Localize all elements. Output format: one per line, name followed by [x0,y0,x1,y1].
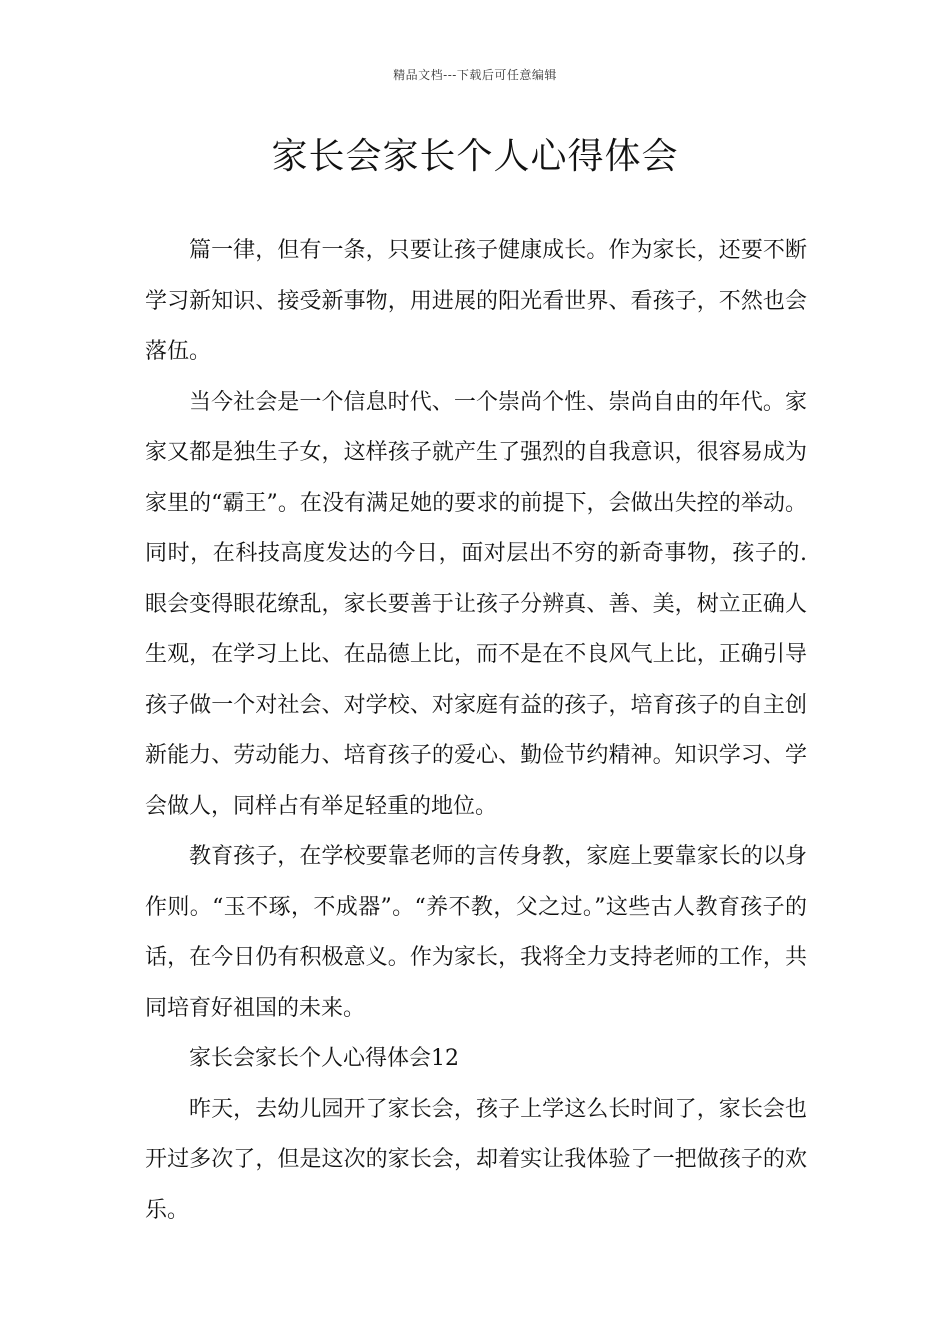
document-body [145,226,807,1236]
section-heading: 家长会家长个人心得体会12 [189,1046,459,1071]
header-note: 精品文档---下载后可任意编辑 [393,68,557,82]
page-title: 家长会家长个人心得体会 [271,136,679,177]
paragraph: 昨天，去幼儿园开了家长会，孩子上学这么长时间了，家长会也开过多次了，但是这次的家长会，却着实让我体验了一把做孩子的欢乐。 [145,1096,807,1223]
paragraph: 当今社会是一个信息时代、一个崇尚个性、崇尚自由的年代。家家又都是独生子女，这样孩子就产生了强烈的自我意识，很容易成为家里的“霸王”。在没有满足她的要求的前提下，会做出失控的举动。同时，在科技高度发达的今日，面对层出不穷的新奇事物，孩子的.眼会变得眼花缭乱，家长要善于让孩子分辨真、善、美，树立正确人生观，在学习上比、在品德上比，而不是在不良风气上比，正确引导孩子做一个对社会、对学校、对家庭有益的孩子，培育孩子的自主创新能力、劳动能力、培育孩子的爱心、勤俭节约精神。知识学习、学会做人，同样占有举足轻重的地位。 [145,389,807,819]
paragraph: 教育孩子，在学校要靠老师的言传身教，家庭上要靠家长的以身作则。“玉不琢，不成器”。“养不教，父之过。”这些古人教育孩子的话，在今日仍有积极意义。作为家长，我将全力支持老师的工作，共同培育好祖国的未来。 [145,844,807,1021]
paragraph: 篇一律，但有一条，只要让孩子健康成长。作为家长，还要不断学习新知识、接受新事物，用进展的阳光看世界、看孩子，不然也会落伍。 [145,238,807,364]
